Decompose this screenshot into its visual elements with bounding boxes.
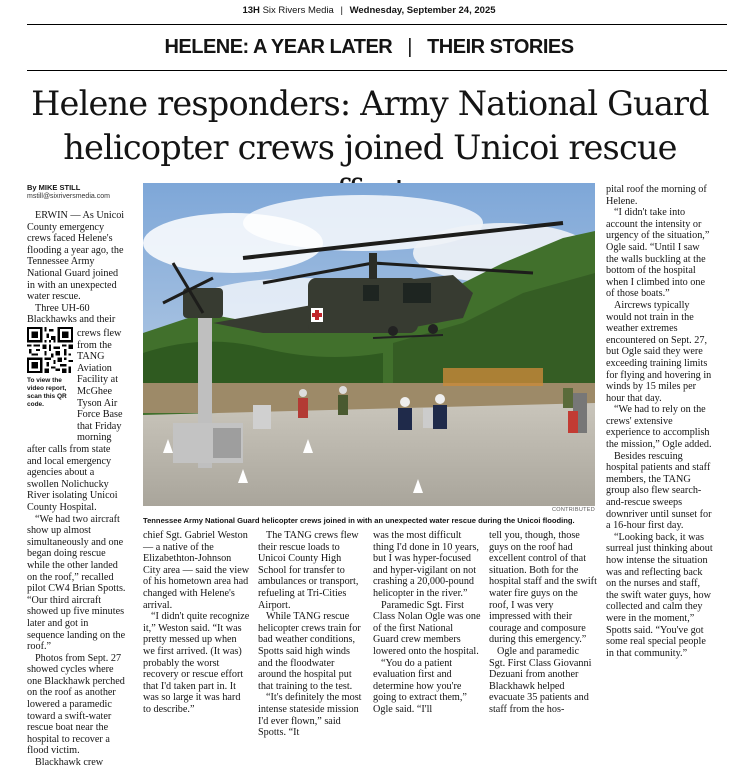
paragraph: Blackhawk crew xyxy=(35,757,104,769)
section-title: HELENE: A YEAR LATER xyxy=(164,36,393,58)
paragraph: was the most difficult thing I'd done in 10 years, but I was hyper-focused and hyper-vigilant on not crashing a 20,000-pound helicopter in the river.” xyxy=(373,530,479,599)
paragraph: “You do a patient evaluation first and determine how you're going to extract them,” Ogle said. “I'll xyxy=(373,657,467,715)
rail-line: McGhee xyxy=(77,386,113,397)
headline: Helene responders: Army National Guard helicopter crews joined Unicoi rescue xyxy=(31,84,709,167)
paragraph: Photos from Sept. 27 showed cycles where one Blackhawk perched on the roof as another lowered a paramedic toward a swift-water rescue boat near the hospital to recover a flood victim. xyxy=(27,652,125,757)
article-column-1 xyxy=(27,210,127,326)
rescue-photo xyxy=(143,183,595,506)
photo-caption: Tennessee Army National Guard helicopter crews joined in with an unexpected water rescue during the Unicoi flooding. xyxy=(143,516,575,525)
paragraph: “We had to rely on the crews' extensive experience to accomplish the mission,” Ogle added. xyxy=(606,404,712,451)
rail-line: Tyson Air xyxy=(77,397,118,409)
page-number: 13H xyxy=(242,5,260,16)
paragraph: Ogle and paramedic Sgt. First Class Giovanni Dezuani from another Blackhawk helped evacuate 35 patients and staff from the hos- xyxy=(489,645,592,715)
paragraph: pital roof the morning of Helene. xyxy=(606,184,707,207)
paragraph: chief Sgt. Gabriel Weston — a native of the Elizabethton-Johnson City area — said the view of his hometown area had changed with Helene's arrival. xyxy=(143,530,250,611)
article-column-6 xyxy=(489,530,597,716)
qr-caption: To view the video report, scan this QR code. xyxy=(27,377,67,408)
byline-email[interactable]: mstill@sixriversmedia.com xyxy=(27,193,110,200)
paragraph: ERWIN — As Unicoi County emergency crews faced Helene's flooding a year ago, the Tennessee Army National Guard joined in with an unexpected water rescue. xyxy=(27,210,125,303)
section-rule xyxy=(27,70,727,71)
top-rule xyxy=(27,24,727,25)
section-divider: | xyxy=(407,36,412,58)
paragraph: Paramedic Sgt. First Class Nolan Ogle was one of the first National Guard crew members lowered onto the hospital. xyxy=(373,599,481,657)
rail-line: crews flew xyxy=(77,328,122,339)
rail-line: Aviation xyxy=(77,362,112,374)
rail-line: TANG xyxy=(77,351,105,363)
paragraph: Besides rescuing hospital patients and staff members, the TANG group also flew search-and-rescue sweeps downriver until sunset for a 16-hour first day. xyxy=(606,450,712,532)
paragraph: “We had two aircraft show up almost simultaneously and one began doing rescue while the other landed on the roof,” recalled pilot CW4 Brian Spotts. “Our third aircraft showed up five minutes later and got in sequence landing on the roof.” xyxy=(27,513,126,653)
article-column-5 xyxy=(373,530,481,716)
paragraph: Aircrews typically would not train in the weather extremes encountered on Sept. 27, but Ogle said they were exceeding training limits for flying and hovering in winds by 15 miles per hour that day. xyxy=(606,299,712,404)
paragraph: The TANG crews flew their rescue loads to Unicoi County High School for transfer to ambulances or transport, refueling at Tri-Cities Airport. xyxy=(258,530,359,611)
photo-credit: CONTRIBUTED xyxy=(551,507,595,513)
qr-code-icon[interactable] xyxy=(27,327,73,373)
publication-name: Six Rivers Media xyxy=(262,5,334,16)
paragraph: “I didn't take into account the intensity or urgency of the situation,” Ogle said. “Until I saw the walls buckling at the bottom of the hospital when I climbed into one of those boats.” xyxy=(606,207,710,300)
byline-author: By MIKE STILL xyxy=(27,183,81,192)
rail-line: Facility at xyxy=(77,374,119,386)
rail-line: morning xyxy=(77,432,112,444)
rail-line: that Friday xyxy=(77,420,122,432)
paragraph: “Looking back, it was surreal just thinking about how intense the situation was and reflecting back on the nurses and staff, the swift water guys, how collected and calm they were in the moment,” Spotts said. “You've got some real special people in that community.” xyxy=(606,531,713,659)
section-subtitle: THEIR STORIES xyxy=(427,36,574,58)
section-banner xyxy=(0,30,738,64)
paragraph: after calls from state and local emergency agencies about a swollen Nolichucky River isolating Unicoi County Hospital. xyxy=(27,444,118,513)
masthead xyxy=(0,0,738,22)
paragraph: tell you, though, those guys on the roof had excellent control of that situation. Both for the hospital staff and the swift water fire guys on the roof, I was very impressed with their courage and composure during this emergency.” xyxy=(489,530,597,646)
paragraph: “I didn't quite recognize it,” Weston said. “It was pretty messed up when we first arrived. (It was) probably the worst recovery or rescue effort that I'd taken part in. It was so large it was hard to describe.” xyxy=(143,611,250,715)
issue-date: Wednesday, September 24, 2025 xyxy=(349,5,496,16)
paragraph: “It's definitely the most intense stateside mission I'd ever flown,” said Spotts. “It xyxy=(258,692,362,739)
article-column-1-continued xyxy=(27,444,127,769)
paragraph: Three UH-60 Blackhawks and their xyxy=(27,302,116,326)
rail-line: Force Base xyxy=(77,409,123,421)
masthead-separator: | xyxy=(340,5,343,16)
article-column-7 xyxy=(606,184,714,659)
rail-line: from the xyxy=(77,339,112,351)
paragraph: While TANG rescue helicopter crews train for bad weather conditions, Spotts said high winds and the floodwater around the hospital put that training to the test. xyxy=(258,611,361,692)
article-column-3 xyxy=(143,530,250,716)
article-column-4 xyxy=(258,530,365,739)
